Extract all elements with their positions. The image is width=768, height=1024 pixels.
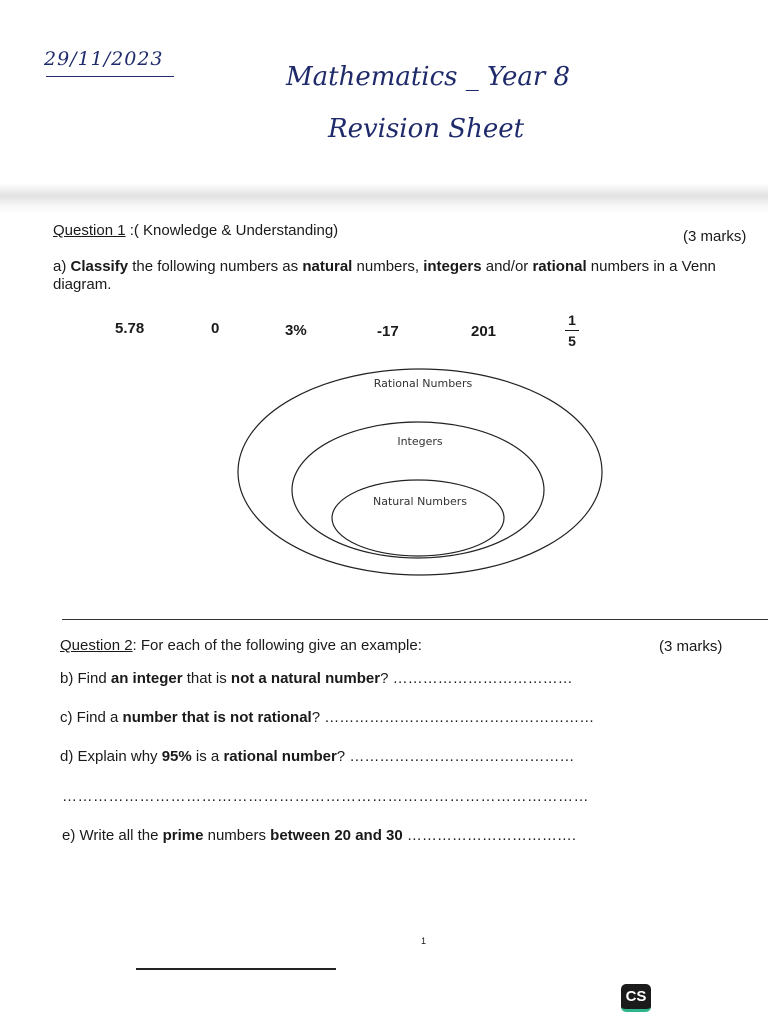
paper-fold-shadow [0, 183, 768, 215]
qd-p3: ? [336, 748, 350, 765]
number-item: 0 [211, 320, 220, 337]
camscanner-logo-icon: CS [621, 984, 651, 1012]
instr-text3: and/or [481, 258, 533, 275]
fraction-one-fifth [562, 312, 582, 349]
qd-p1: d) Explain why [60, 748, 162, 765]
question-e [62, 827, 576, 844]
instr-text4: numbers in a Venn diagram. [53, 258, 716, 293]
date-handwritten: 29/11/2023 [44, 48, 164, 70]
qb-p1: b) Find [60, 670, 111, 687]
question-b [60, 670, 573, 687]
page-title: Mathematics _ Year 8 [286, 62, 571, 92]
question2-label: Question 2 [60, 637, 133, 654]
section-divider [62, 619, 768, 620]
venn-label-rational: Rational Numbers [373, 377, 473, 390]
instr-prefix: a) [53, 258, 71, 275]
page-number: 1 [421, 936, 427, 946]
page-subtitle: Revision Sheet [328, 114, 525, 144]
answer-line: ……………………………… [392, 670, 573, 687]
qd-b1: 95% [161, 748, 192, 765]
qb-p2: that is [182, 670, 231, 687]
qd-b2: rational number [223, 748, 337, 765]
answer-line: ……………………………………………… [324, 709, 595, 726]
bottom-edge-line [136, 968, 336, 970]
question-d [60, 748, 574, 765]
qc-b1: number that is not rational [122, 709, 312, 726]
instr-natural: natural [302, 258, 353, 275]
fraction-numerator: 1 [568, 312, 576, 328]
instr-text2: numbers, [352, 258, 424, 275]
number-item: 3% [285, 322, 307, 339]
question1-marks: (3 marks) [683, 228, 747, 245]
instr-text1: the following numbers as [128, 258, 303, 275]
qe-b2: between 20 and 30 [270, 827, 403, 844]
question1-instruction [53, 258, 768, 294]
fraction-bar [565, 330, 579, 331]
venn-outer-rational [238, 369, 602, 575]
qd-p2: is a [191, 748, 224, 765]
number-item: -17 [377, 323, 399, 340]
answer-line: ……………………………………… [349, 748, 575, 765]
venn-label-integers: Integers [397, 435, 443, 448]
question1-heading [53, 222, 338, 239]
question1-heading-rest: :( Knowledge & Understanding) [125, 222, 339, 239]
number-item: 5.78 [115, 320, 145, 337]
fraction-denominator: 5 [568, 333, 576, 349]
question-c [60, 709, 594, 726]
date-underline [46, 76, 174, 77]
question-d-answer-line2: ………………………………………………………………………………………… [62, 788, 589, 805]
answer-line: ……………………………. [406, 827, 577, 844]
number-item: 201 [471, 323, 497, 340]
qc-p2: ? [311, 709, 325, 726]
qe-b1: prime [162, 827, 204, 844]
qe-p1: e) Write all the [62, 827, 163, 844]
qb-b2: not a natural number [230, 670, 381, 687]
qb-b1: an integer [110, 670, 183, 687]
venn-label-natural: Natural Numbers [373, 495, 467, 508]
question2-heading-rest: : For each of the following give an example: [132, 637, 422, 654]
question2-marks: (3 marks) [659, 638, 723, 655]
qe-p2: numbers [203, 827, 271, 844]
qc-p1: c) Find a [60, 709, 123, 726]
question1-label: Question 1 [53, 222, 126, 239]
instr-classify: Classify [70, 258, 129, 275]
venn-diagram [230, 362, 610, 582]
qb-p3: ? [380, 670, 393, 687]
question2-heading [60, 637, 422, 654]
venn-inner-natural [332, 480, 504, 556]
instr-rational: rational [532, 258, 587, 275]
instr-integers: integers [423, 258, 482, 275]
